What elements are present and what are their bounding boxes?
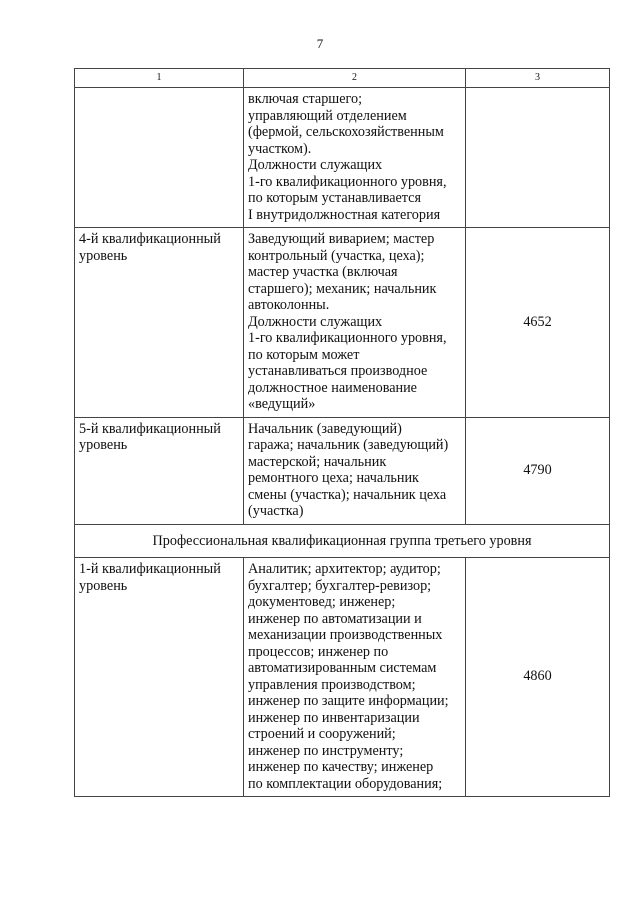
level-cell [75, 88, 244, 228]
level-cell [75, 558, 244, 797]
column-header-2: 2 [244, 69, 466, 88]
level-cell [75, 417, 244, 524]
positions-line: Должности служащих [248, 313, 383, 330]
positions-line: должностное наименование [248, 379, 417, 396]
positions-line: автоколонны. [248, 297, 330, 313]
positions-line: документовед; инженер; [248, 594, 396, 610]
level-row-5 [75, 417, 610, 524]
positions-line: устанавливаться производное [248, 363, 428, 379]
positions-line: включая старшего; [248, 91, 363, 107]
positions-line: по которым устанавливается [248, 190, 422, 206]
level-line: уровень [79, 437, 128, 453]
positions-line: I внутридолжностная категория [248, 206, 441, 223]
positions-line: смены (участка); начальник цеха [248, 486, 447, 503]
continuation-row [75, 88, 610, 228]
positions-line: Аналитик; архитектор; аудитор; [248, 561, 441, 577]
positions-line: старшего); механик; начальник [248, 280, 437, 297]
level-cell [75, 228, 244, 418]
positions-line: гаража; начальник (заведующий) [248, 437, 449, 453]
level-line: уровень [79, 577, 128, 594]
positions-cell [244, 228, 466, 418]
column-header-1: 1 [75, 69, 244, 88]
level-row-1-third-group [75, 558, 610, 797]
positions-line: инженер по автоматизации и [248, 610, 422, 627]
positions-line: по комплектации оборудования; [248, 775, 443, 792]
positions-line: механизации производственных [248, 627, 443, 643]
positions-cell [244, 417, 466, 524]
positions-line: ремонтного цеха; начальник [248, 470, 419, 486]
positions-line: «ведущий» [248, 396, 316, 412]
group-title-row [75, 524, 610, 558]
level-line: 5-й квалификационный [79, 420, 221, 437]
table-header-row [75, 69, 610, 88]
positions-line: инженер по защите информации; [248, 693, 449, 709]
positions-line: инженер по инвентаризации [248, 709, 420, 726]
salary-cell: 4652 [466, 228, 610, 418]
positions-cell [244, 88, 466, 228]
salary-cell: 4790 [466, 417, 610, 524]
group-title: Профессиональная квалификационная группа третьего уровня [75, 524, 610, 558]
positions-line: мастерской; начальник [248, 453, 387, 470]
level-line: 4-й квалификационный [79, 231, 221, 247]
positions-line: Должности служащих [248, 157, 383, 173]
positions-line: инженер по качеству; инженер [248, 759, 434, 775]
positions-line: 1-го квалификационного уровня, [248, 330, 447, 346]
positions-line: контрольный (участка, цеха); [248, 247, 425, 264]
positions-cell [244, 558, 466, 797]
positions-line: (фермой, сельскохозяйственным [248, 124, 444, 140]
level-line: уровень [79, 247, 128, 264]
salary-cell [466, 88, 610, 228]
positions-line: инженер по инструменту; [248, 742, 404, 759]
positions-line: участком). [248, 140, 312, 157]
positions-line: автоматизированным системам [248, 660, 437, 676]
level-row-4 [75, 228, 610, 418]
level-line: 1-й квалификационный [79, 561, 221, 577]
positions-line: Начальник (заведующий) [248, 420, 402, 437]
positions-line: управляющий отделением [248, 107, 407, 124]
positions-line: строений и сооружений; [248, 726, 396, 742]
column-header-3: 3 [466, 69, 610, 88]
positions-line: по которым может [248, 346, 360, 363]
page-number: 7 [316, 36, 324, 51]
qualification-table [74, 68, 610, 797]
positions-line: (участка) [248, 503, 304, 519]
positions-line: Заведующий виварием; мастер [248, 231, 435, 247]
salary-cell: 4860 [466, 558, 610, 797]
positions-line: 1-го квалификационного уровня, [248, 173, 447, 190]
positions-line: управления производством; [248, 676, 416, 693]
positions-line: процессов; инженер по [248, 643, 389, 660]
positions-line: мастер участка (включая [248, 264, 398, 280]
positions-line: бухгалтер; бухгалтер-ревизор; [248, 577, 432, 594]
